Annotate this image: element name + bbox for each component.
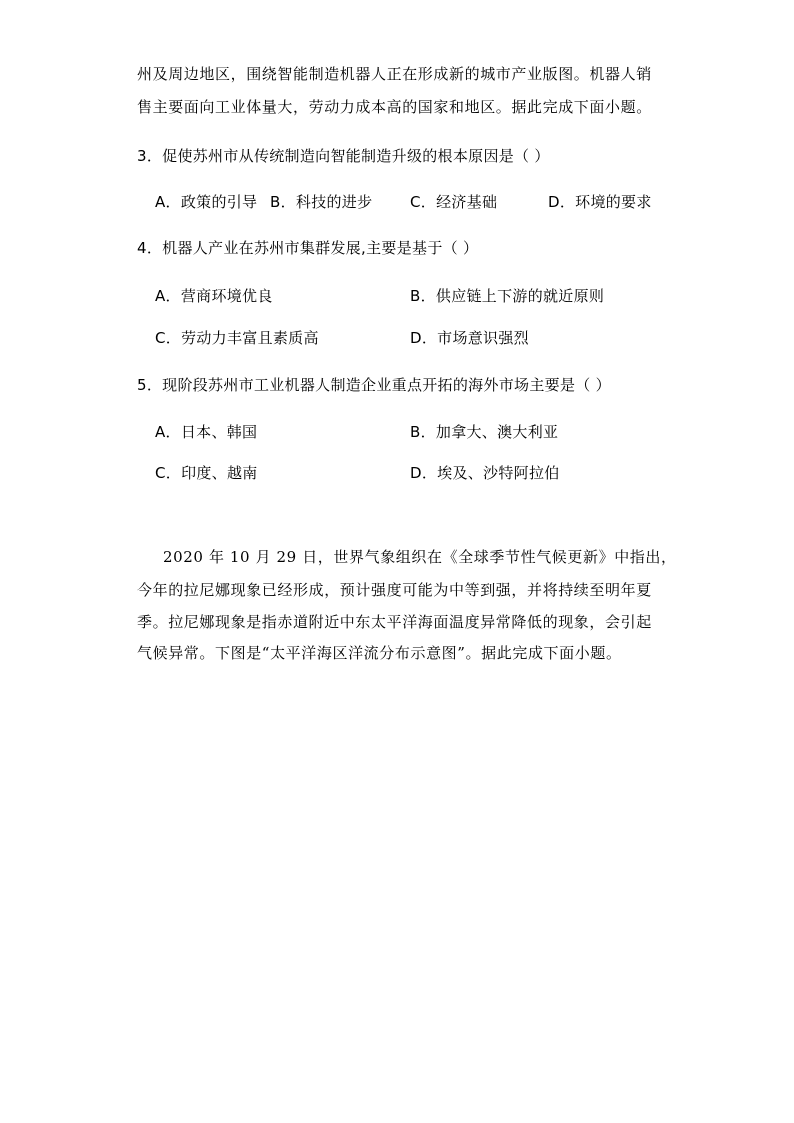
question-3-option-d: D．环境的要求	[548, 193, 652, 211]
question-3-option-a: A．政策的引导	[155, 193, 258, 211]
passage-line-2: 今年的拉尼娜现象已经形成，预计强度可能为中等到强，并将持续至明年夏	[137, 581, 652, 599]
passage-line-4: 气候异常。下图是“太平洋海区洋流分布示意图”。据此完成下面小题。	[137, 644, 622, 662]
question-4-option-b: B．供应链上下游的就近原则	[410, 287, 605, 305]
intro-line-2: 售主要面向工业体量大，劳动力成本高的国家和地区。据此完成下面小题。	[137, 98, 652, 116]
question-5-option-b: B．加拿大、澳大利亚	[410, 423, 559, 441]
question-3-option-c: C．经济基础	[410, 193, 498, 211]
question-5-option-d: D．埃及、沙特阿拉伯	[410, 464, 560, 482]
question-3-stem: 3．促使苏州市从传统制造向智能制造升级的根本原因是（ ）	[137, 147, 550, 165]
passage-line-1: 2020 年 10 月 29 日，世界气象组织在《全球季节性气候更新》中指出，	[163, 548, 677, 566]
question-4-option-c: C．劳动力丰富且素质高	[155, 329, 319, 347]
question-5-option-a: A．日本、韩国	[155, 423, 258, 441]
question-4-option-d: D．市场意识强烈	[410, 329, 529, 347]
question-4-option-a: A．营商环境优良	[155, 287, 273, 305]
question-5-stem: 5．现阶段苏州市工业机器人制造企业重点开拓的海外市场主要是（ ）	[137, 376, 611, 394]
question-4-stem: 4．机器人产业在苏州市集群发展,主要是基于（ ）	[137, 239, 479, 257]
question-3-option-b: B．科技的进步	[270, 193, 373, 211]
intro-line-1: 州及周边地区，围绕智能制造机器人正在形成新的城市产业版图。机器人销	[137, 65, 652, 83]
question-5-option-c: C．印度、越南	[155, 464, 258, 482]
passage-line-3: 季。拉尼娜现象是指赤道附近中东太平洋海面温度异常降低的现象，会引起	[137, 613, 652, 631]
